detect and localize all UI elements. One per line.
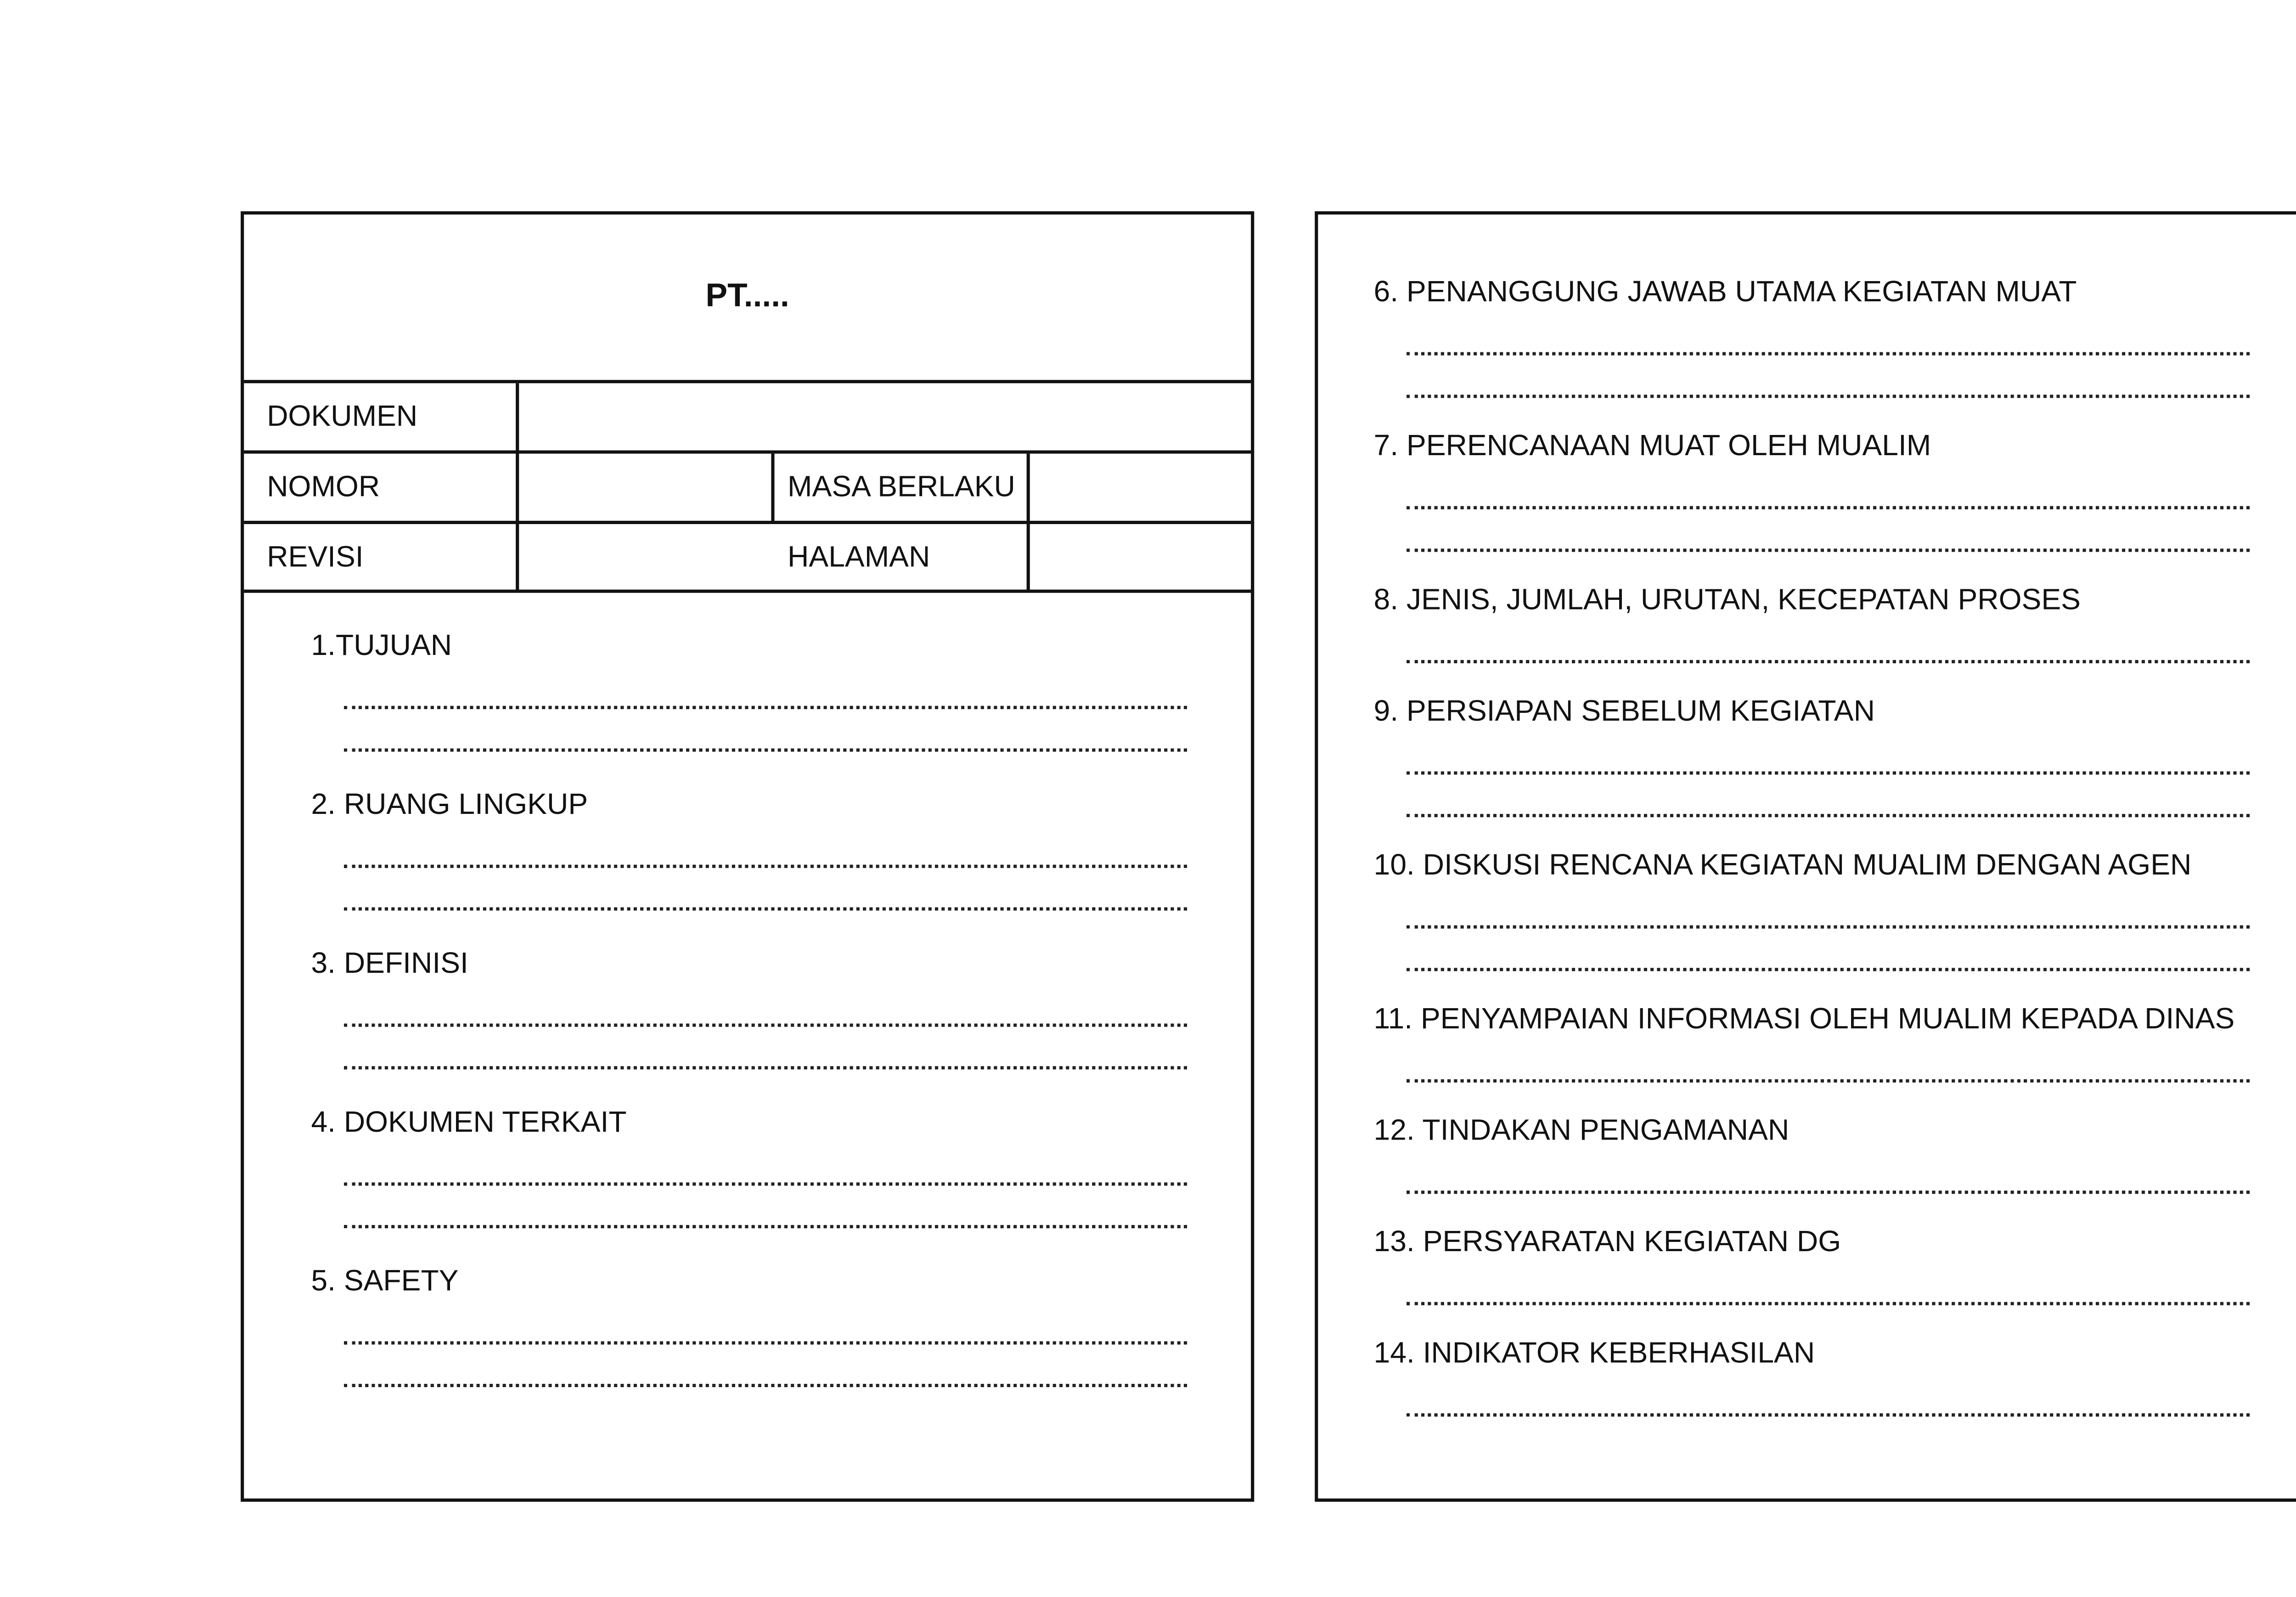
form-page-left: [241, 211, 1254, 1502]
company-title: PT.....: [705, 278, 789, 315]
divider: [244, 380, 1251, 383]
fill-in-dotted-line[interactable]: [1407, 506, 2250, 509]
form-page-right: [1315, 211, 2296, 1502]
form-section: [1374, 694, 1875, 729]
nomor-label: NOMOR: [267, 470, 380, 503]
fill-in-dotted-line[interactable]: [1407, 925, 2250, 929]
fill-in-dotted-line[interactable]: [1407, 1079, 2250, 1083]
section-title: 14. INDIKATOR KEBERHASILAN: [1373, 1336, 1815, 1369]
fill-in-dotted-line[interactable]: [344, 1225, 1187, 1228]
section-title: 10. DISKUSI RENCANA KEGIATAN MUALIM DENGAN AGEN: [1373, 848, 2192, 881]
form-section: [311, 1106, 626, 1140]
fill-in-dotted-line[interactable]: [1407, 1302, 2250, 1305]
fill-in-dotted-line[interactable]: [1407, 548, 2250, 552]
form-section: [1374, 583, 2081, 617]
halaman-label: HALAMAN: [788, 540, 930, 573]
fill-in-dotted-line[interactable]: [1407, 771, 2250, 774]
divider: [244, 590, 1251, 593]
form-section: [1374, 1114, 1790, 1148]
fill-in-dotted-line[interactable]: [344, 706, 1187, 709]
section-title: 11. PENYAMPAIAN INFORMASI OLEH MUALIM KEPADA DINAS: [1373, 1002, 2235, 1035]
form-section: [311, 947, 468, 981]
revisi-label: REVISI: [267, 540, 364, 573]
fill-in-dotted-line[interactable]: [1407, 660, 2250, 663]
fill-in-dotted-line[interactable]: [1407, 814, 2250, 817]
divider: [244, 521, 1251, 524]
fill-in-dotted-line[interactable]: [344, 865, 1187, 868]
fill-in-dotted-line[interactable]: [1407, 395, 2250, 398]
form-section: [311, 629, 452, 663]
fill-in-dotted-line[interactable]: [344, 1024, 1187, 1027]
section-title: 5. SAFETY: [311, 1264, 459, 1297]
section-title: 9. PERSIAPAN SEBELUM KEGIATAN: [1373, 694, 1875, 728]
form-section: [1374, 275, 2077, 310]
form-section: [1374, 1337, 1815, 1371]
section-title: 3. DEFINISI: [311, 946, 468, 980]
form-section: [1374, 1002, 2235, 1037]
form-section: [1374, 429, 1931, 463]
fill-in-dotted-line[interactable]: [1407, 352, 2250, 356]
masa-berlaku-label: MASA BERLAKU: [788, 470, 1015, 503]
section-title: 13. PERSYARATAN KEGIATAN DG: [1373, 1225, 1841, 1258]
fill-in-dotted-line[interactable]: [344, 1182, 1187, 1185]
divider: [244, 451, 1251, 454]
section-title: 6. PENANGGUNG JAWAB UTAMA KEGIATAN MUAT: [1373, 275, 2077, 308]
section-title: 12. TINDAKAN PENGAMANAN: [1373, 1113, 1790, 1146]
form-section: [311, 1264, 458, 1299]
fill-in-dotted-line[interactable]: [344, 1066, 1187, 1069]
dokumen-label: DOKUMEN: [267, 400, 418, 433]
fill-in-dotted-line[interactable]: [1407, 1413, 2250, 1416]
fill-in-dotted-line[interactable]: [344, 1341, 1187, 1344]
section-title: 7. PERENCANAAN MUAT OLEH MUALIM: [1373, 429, 1931, 462]
section-title: 2. RUANG LINGKUP: [311, 788, 588, 821]
form-section: [311, 788, 588, 822]
section-title: 4. DOKUMEN TERKAIT: [311, 1105, 627, 1139]
fill-in-dotted-line[interactable]: [1407, 1191, 2250, 1194]
fill-in-dotted-line[interactable]: [344, 907, 1187, 910]
form-section: [1374, 1225, 1841, 1259]
section-title: 8. JENIS, JUMLAH, URUTAN, KECEPATAN PROSES: [1373, 583, 2081, 616]
fill-in-dotted-line[interactable]: [344, 1384, 1187, 1387]
fill-in-dotted-line[interactable]: [1407, 968, 2250, 971]
form-section: [1374, 848, 2192, 883]
fill-in-dotted-line[interactable]: [344, 748, 1187, 751]
section-title: 1.TUJUAN: [311, 629, 452, 662]
